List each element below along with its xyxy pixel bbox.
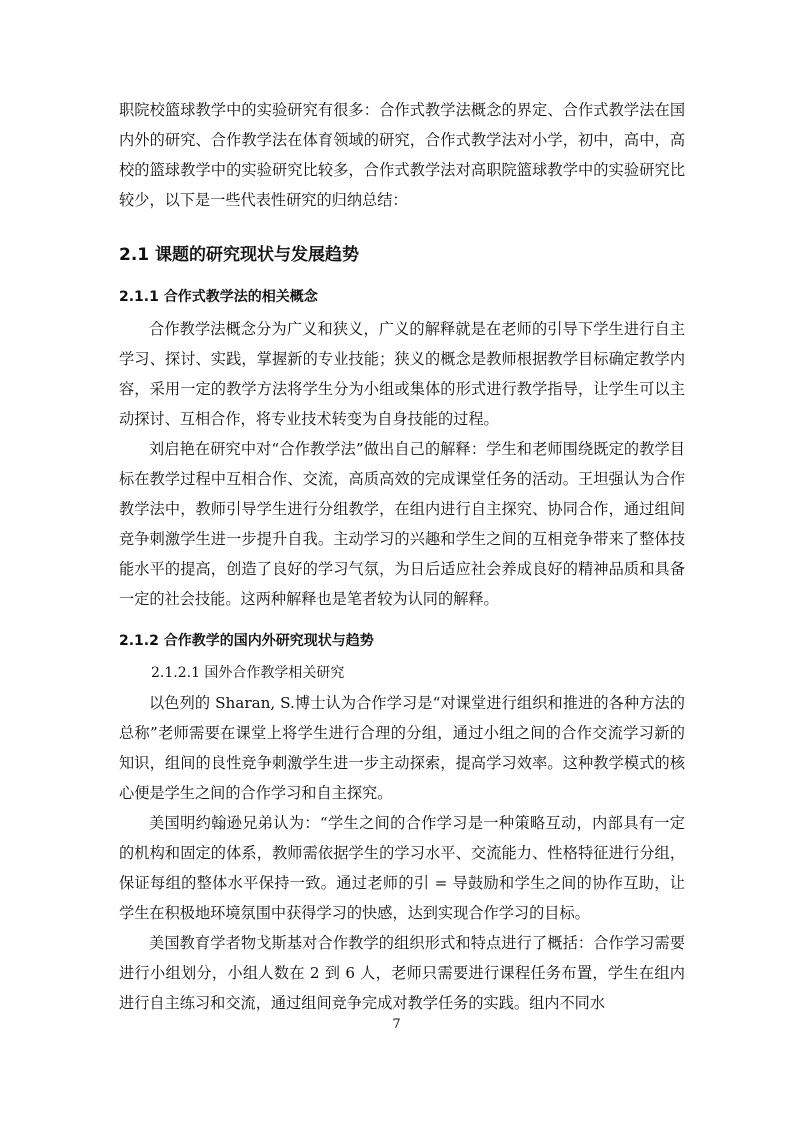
section-heading-2-1: 2.1 课题的研究现状与发展趋势 — [119, 245, 360, 265]
paragraph-johnson-brothers: 美国明约翰逊兄弟认为：“学生之间的合作学习是一种策略互动，内部具有一定的机构和固定的体系，教师需依据学生的学习水平、交流能力、性格特征进行分组，保证每组的整体水平保持一致。通过老师的引 = 导鼓励和学生之间的协作互助，让学生在积极地环境氛围中获得学习的快感，达到实现合作学习的目标。 — [119, 814, 685, 922]
paragraph-liu-qiyan: 刘启艳在研究中对“合作教学法”做出自己的解释：学生和老师围绕既定的教学目标在教学过程中互相合作、交流，高质高效的完成课堂任务的活动。王坦强认为合作教学法中，教师引导学生进行分组教学，在组内进行自主探究、协同合作，通过组间竞争刺激学生进一步提升自我。主动学习的兴趣和学生之间的互相竞争带来了整体技能水平的提高，创造了良好的学习气氛，为日后适应社会养成良好的精神品质和具备一定的社会技能。这两种解释也是笔者较为认同的解释。 — [119, 440, 685, 608]
section-heading-2-1-2-1: 2.1.2.1 国外合作教学相关研究 — [151, 665, 345, 681]
intro-paragraph: 职院校篮球教学中的实验研究有很多：合作式教学法概念的界定、合作式教学法在国内外的研究、合作教学法在体育领域的研究，合作式教学法对小学，初中，高中，高校的篮球教学中的实验研究比较多，合作式教学法对高职院篮球教学中的实验研究比较少，以下是一些代表性研究的归纳总结： — [119, 101, 685, 209]
section-heading-2-1-1: 2.1.1 合作式教学法的相关概念 — [119, 289, 318, 305]
page-number: 7 — [392, 1017, 401, 1032]
page-content — [119, 95, 685, 1018]
paragraph-sharan: 以色列的 Sharan, S.博士认为合作学习是“对课堂进行组织和推进的各种方法的总称”老师需要在课堂上将学生进行合理的分组，通过小组之间的合作交流学习新的知识，组间的良性竞争刺激学生进一步主动探索，提高学习效率。这种教学模式的核心便是学生之间的合作学习和自主探究。 — [119, 694, 685, 802]
paragraph-organization-forms: 美国教育学者物戈斯基对合作教学的组织形式和特点进行了概括：合作学习需要进行小组划分，小组人数在 2 到 6 人，老师只需要进行课程任务布置，学生在组内进行自主练习和交流，通过组间竞争完成对教学任务的实践。组内不同水 — [119, 934, 685, 1012]
paragraph-concept-definition: 合作教学法概念分为广义和狭义，广义的解释就是在老师的引导下学生进行自主学习、探讨、实践，掌握新的专业技能；狭义的概念是教师根据教学目标确定教学内容，采用一定的教学方法将学生分为小组或集体的形式进行教学指导，让学生可以主动探讨、互相合作，将专业技术转变为自身技能的过程。 — [119, 320, 685, 428]
section-heading-2-1-2: 2.1.2 合作教学的国内外研究现状与趋势 — [119, 633, 374, 649]
